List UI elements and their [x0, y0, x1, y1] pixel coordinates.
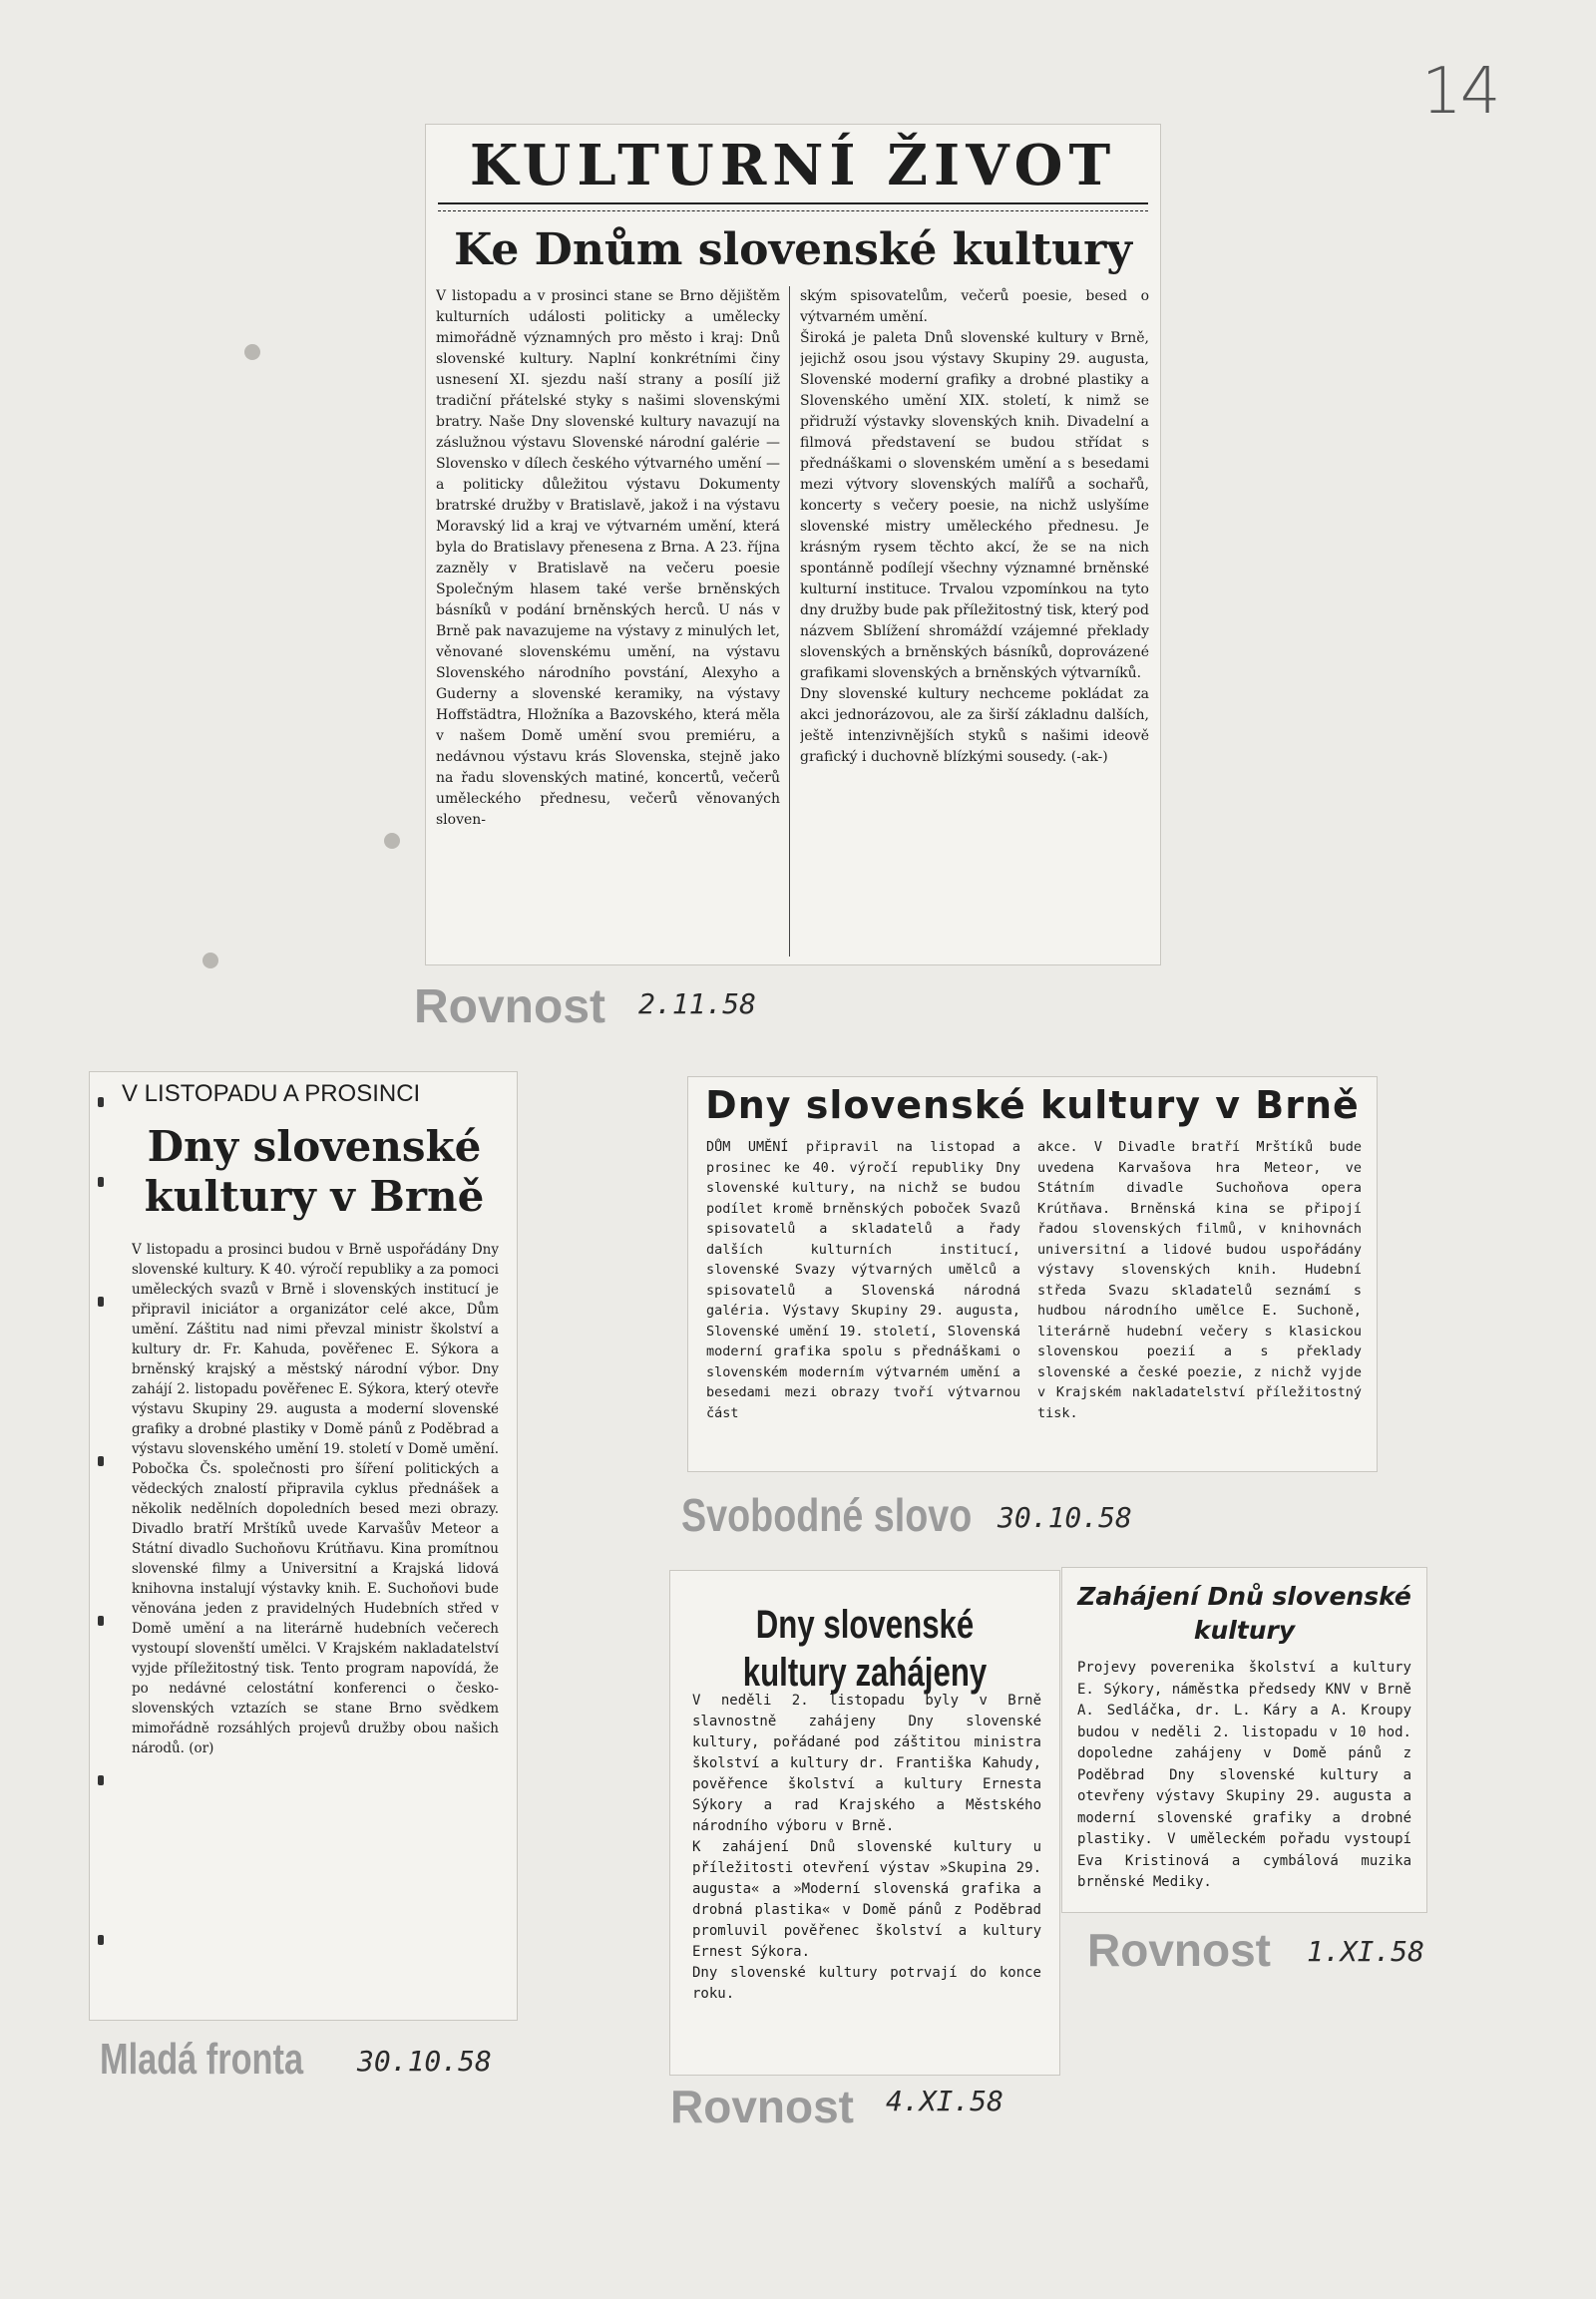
article-col-2: akce. V Divadle bratří Mrštíků bude uvedena Karvašova hra Meteor, ve Státním divadle Suchoňova opera Krútňava. Brněnská kina se připojí řadou slovenských filmů, v knihovnách universitní a lidové budou uspořádány výstavy slovenských knih. Hudební středa Svazu skladatelů seznámí s hudbou národního umělce E. Suchoně, literárně hudební večery s klasickou slovenskou poezií a s překlady slovenské a české poezie, z nichž vyjde v Krajském nakladatelství příležitostný tisk. [1037, 1139, 1362, 1421]
article-col-1: V listopadu a v prosinci stane se Brno dějištěm kulturních události politicky a umělecky mimořádně významných pro město i kraj: Dnů slovenské kultury. Naplní konkrétními činy usnesení XI. sjezdu naší strany a posílí již tradiční přátelské styky s našimi slovenskými bratry. Naše Dny slovenské kultury navazují na záslužnou výstavu Slovenské národní galérie — Slovensko v dílech českého výtvarného umění — a politicky důležitou výstavu Dokumenty bratrské družby v Bratislavě, jakož i na výstavu Moravský lid a kraj ve výtvarném umění, která byla do Bratislavy přenesena z Brna. A 23. října zazněly v Bratislavě na večeru poesie Společným hlasem také verše brněnských básníků v podání brněnských herců. U nás v Brně pak navazujeme na výstavy z minulých let, věnované slovenskému umění, na výstavu Slovenského národního povstání, Alexyho a Guderny a slovenské keramiky, na výstavy Hoffstädtra, Hložníka a Bazovského, která měla v našem Domě umění svou premiéru, a nedávnou výstavu krás Slovenska, stejně jako na řadu slovenských matiné, koncertů, večerů uměleckého přednesu, večerů věnovaných sloven- [436, 288, 780, 828]
punch-hole [384, 833, 400, 849]
article-title: Dny slovenské kultury zahájeny [742, 1603, 988, 1695]
clipping-svobodne-slovo [688, 1077, 1377, 1471]
kicker: V LISTOPADU A PROSINCI [122, 1080, 421, 1107]
article-col-2: ským spisovatelům, večerů poesie, besed o výtvarném umění. Široká je paleta Dnů slovenské kultury v Brně, jejichž osou jsou výstavy Skupiny 29. augusta, Slovenské moderní grafiky a drobné plastiky a Slovenského umění XIX. století, k nimž se přidruží výstavky slovenských knih. Divadelní a filmová představení se budou střídat s přednáškami o slovenském umění a s besedami mezi výtvory slovenských malířů a sochařů, koncerty s večery poesie, na nichž uslyšíme slovenské mistry uměleckého přednesu. Je krásným rysem těchto akcí, že se na nich spontánně podílejí všechny významné brněnské kulturní instituce. Trvalou vzpomínkou na tyto dny družby bude pak příležitostný tisk, který pod názvem Sblížení shromáždí vzájemné překlady slovenských a brněnských básníků, doprovázené grafikami slovenských a brněnských výtvarníků. Dny slovenské kultury nechceme pokládat za akci jednorázovou, ale za širší základnu dalších, ještě intenzivnějších styků s našimi ideově grafický i duchovně blízkými sousedy. (-ak-) [800, 288, 1149, 765]
punch-hole [244, 344, 260, 360]
bullet-mark [98, 1097, 104, 1107]
bullet-mark [98, 1177, 104, 1187]
bullet-mark [98, 1935, 104, 1945]
source-label-4: Rovnost [670, 2081, 854, 2132]
clipping-kulturni-zivot [426, 125, 1160, 964]
article-body: V listopadu a prosinci budou v Brně uspořádány Dny slovenské kultury. K 40. výročí republiky a za pomoci uměleckých svazů v Brně i slovenských institucí je připravil iniciátor a organizátor celé akce, Dům umění. Záštitu nad nimi převzal ministr školství a kultury dr. Fr. Kahuda, pověřenec E. Sýkora a brněnský krajský a městský národní výbor. Dny zahájí 2. listopadu pověřenec E. Sýkora, který otevře výstavu Skupiny 29. augusta a moderní slovenské grafiky a drobné plastiky v Domě pánů z Poděbrad a výstavu slovenského umění 19. století v Domě umění. Pobočka Čs. společnosti pro šíření politických a vědeckých znalostí připravila cyklus přednášek a několik nedělních dopoledních besed mezi obrazy. Divadlo bratří Mrštíků uvede Karvašův Meteor a Státní divadlo Suchoňovu Krútňavu. Kina promítnou slovenské filmy a Universitní a Krajská lidová knihovna instalují výstavky knih. E. Suchoňovi bude věnována jeden z pravidelných Hudebních střed v Domě umění a na literárně hudebních večerech vystoupí slovenští umělci. V Krajském nakladatelství vyjde příležitostný tisk. Tento program napovídá, že po nedávné celostátní konferenci o česko-slovenských vztazích se stane Brno svědkem mimořádně rozsáhlých projevů družby obou našich národů. (or) [132, 1242, 499, 1756]
section-heading: KULTURNÍ ŽIVOT [469, 133, 1117, 198]
bullet-mark [98, 1775, 104, 1785]
bullet-mark [98, 1456, 104, 1466]
date-label-2: 30.10.58 [357, 2045, 492, 2078]
punch-hole [202, 953, 218, 968]
article-title: Zahájení Dnů slovenské kultury [1077, 1582, 1411, 1645]
source-label-5: Rovnost [1087, 1924, 1271, 1976]
article-title: Ke Dnům slovenské kultury [454, 224, 1132, 275]
source-label-3: Svobodné slovo [681, 1489, 973, 1541]
date-label-4: 4.XI.58 [886, 2085, 1004, 2117]
source-label-2: Mladá fronta [100, 2035, 304, 2084]
column-rule [789, 286, 790, 957]
article-title: Dny slovenské kultury v Brně [705, 1083, 1360, 1127]
clipping-mlada-fronta [90, 1072, 517, 2020]
clipping-rovnost-zahajeni [1062, 1568, 1426, 1912]
date-label-3: 30.10.58 [998, 1501, 1132, 1534]
page-number: 14 [1421, 55, 1499, 129]
clipping-rovnost-zahajeny [670, 1571, 1059, 2075]
date-label-1: 2.11.58 [638, 987, 757, 1020]
bullet-mark [98, 1297, 104, 1307]
date-label-5: 1.XI.58 [1307, 1935, 1425, 1968]
bullet-mark [98, 1616, 104, 1626]
article-title: Dny slovenské kultury v Brně [144, 1122, 485, 1221]
section-rule [438, 202, 1148, 211]
article-body: Projevy poverenika školství a kultury E. Sýkory, náměstka předsedy KNV v Brně A. Sedláčka, dr. L. Káry a A. Kroupy budou v neděli 2. listopadu v 10 hod. dopoledne zahájeny v Domě pánů z Poděbrad Dny slovenské kultury a otevřeny výstavy Skupiny 29. augusta a moderní slovenské grafiky a drobné plastiky. V uměleckém pořadu vystoupí Eva Kristinová a cymbálová muzika brněnské Mediky. [1077, 1660, 1411, 1890]
article-body: V neděli 2. listopadu byly v Brně slavnostně zahájeny Dny slovenské kultury, pořádané pod záštitou ministra školství a kultury dr. Františka Kahudy, pověřence školství a kultury Ernesta Sýkory a rad Krajského a Městského národního výboru v Brně. K zahájení Dnů slovenské kultury u příležitosti otevření výstav »Skupina 29. augusta« a »Moderní slovenská grafika a drobná plastika« v Domě pánů z Poděbrad promluvil pověřenec školství a kultury Ernest Sýkora. Dny slovenské kultury potrvají do konce roku. [692, 1693, 1041, 2002]
article-col-1: DŮM UMĚNÍ připravil na listopad a prosinec ke 40. výročí republiky Dny slovenské kultury, na nichž se budou podílet kromě brněnských poboček Svazů spisovatelů a skladatelů a řady dalších kulturních institucí, slovenské Svazy výtvarných umělců a spisovatelů a Slovenská národná galéria. Výstavy Skupiny 29. augusta, Slovenské umění 19. století, Slovenská moderní grafika spolu s přednáškami o slovenském moderním výtvarném umění a besedami mezi obrazy tvoří výtvarnou část [706, 1139, 1020, 1421]
source-label-1: Rovnost [414, 980, 605, 1033]
